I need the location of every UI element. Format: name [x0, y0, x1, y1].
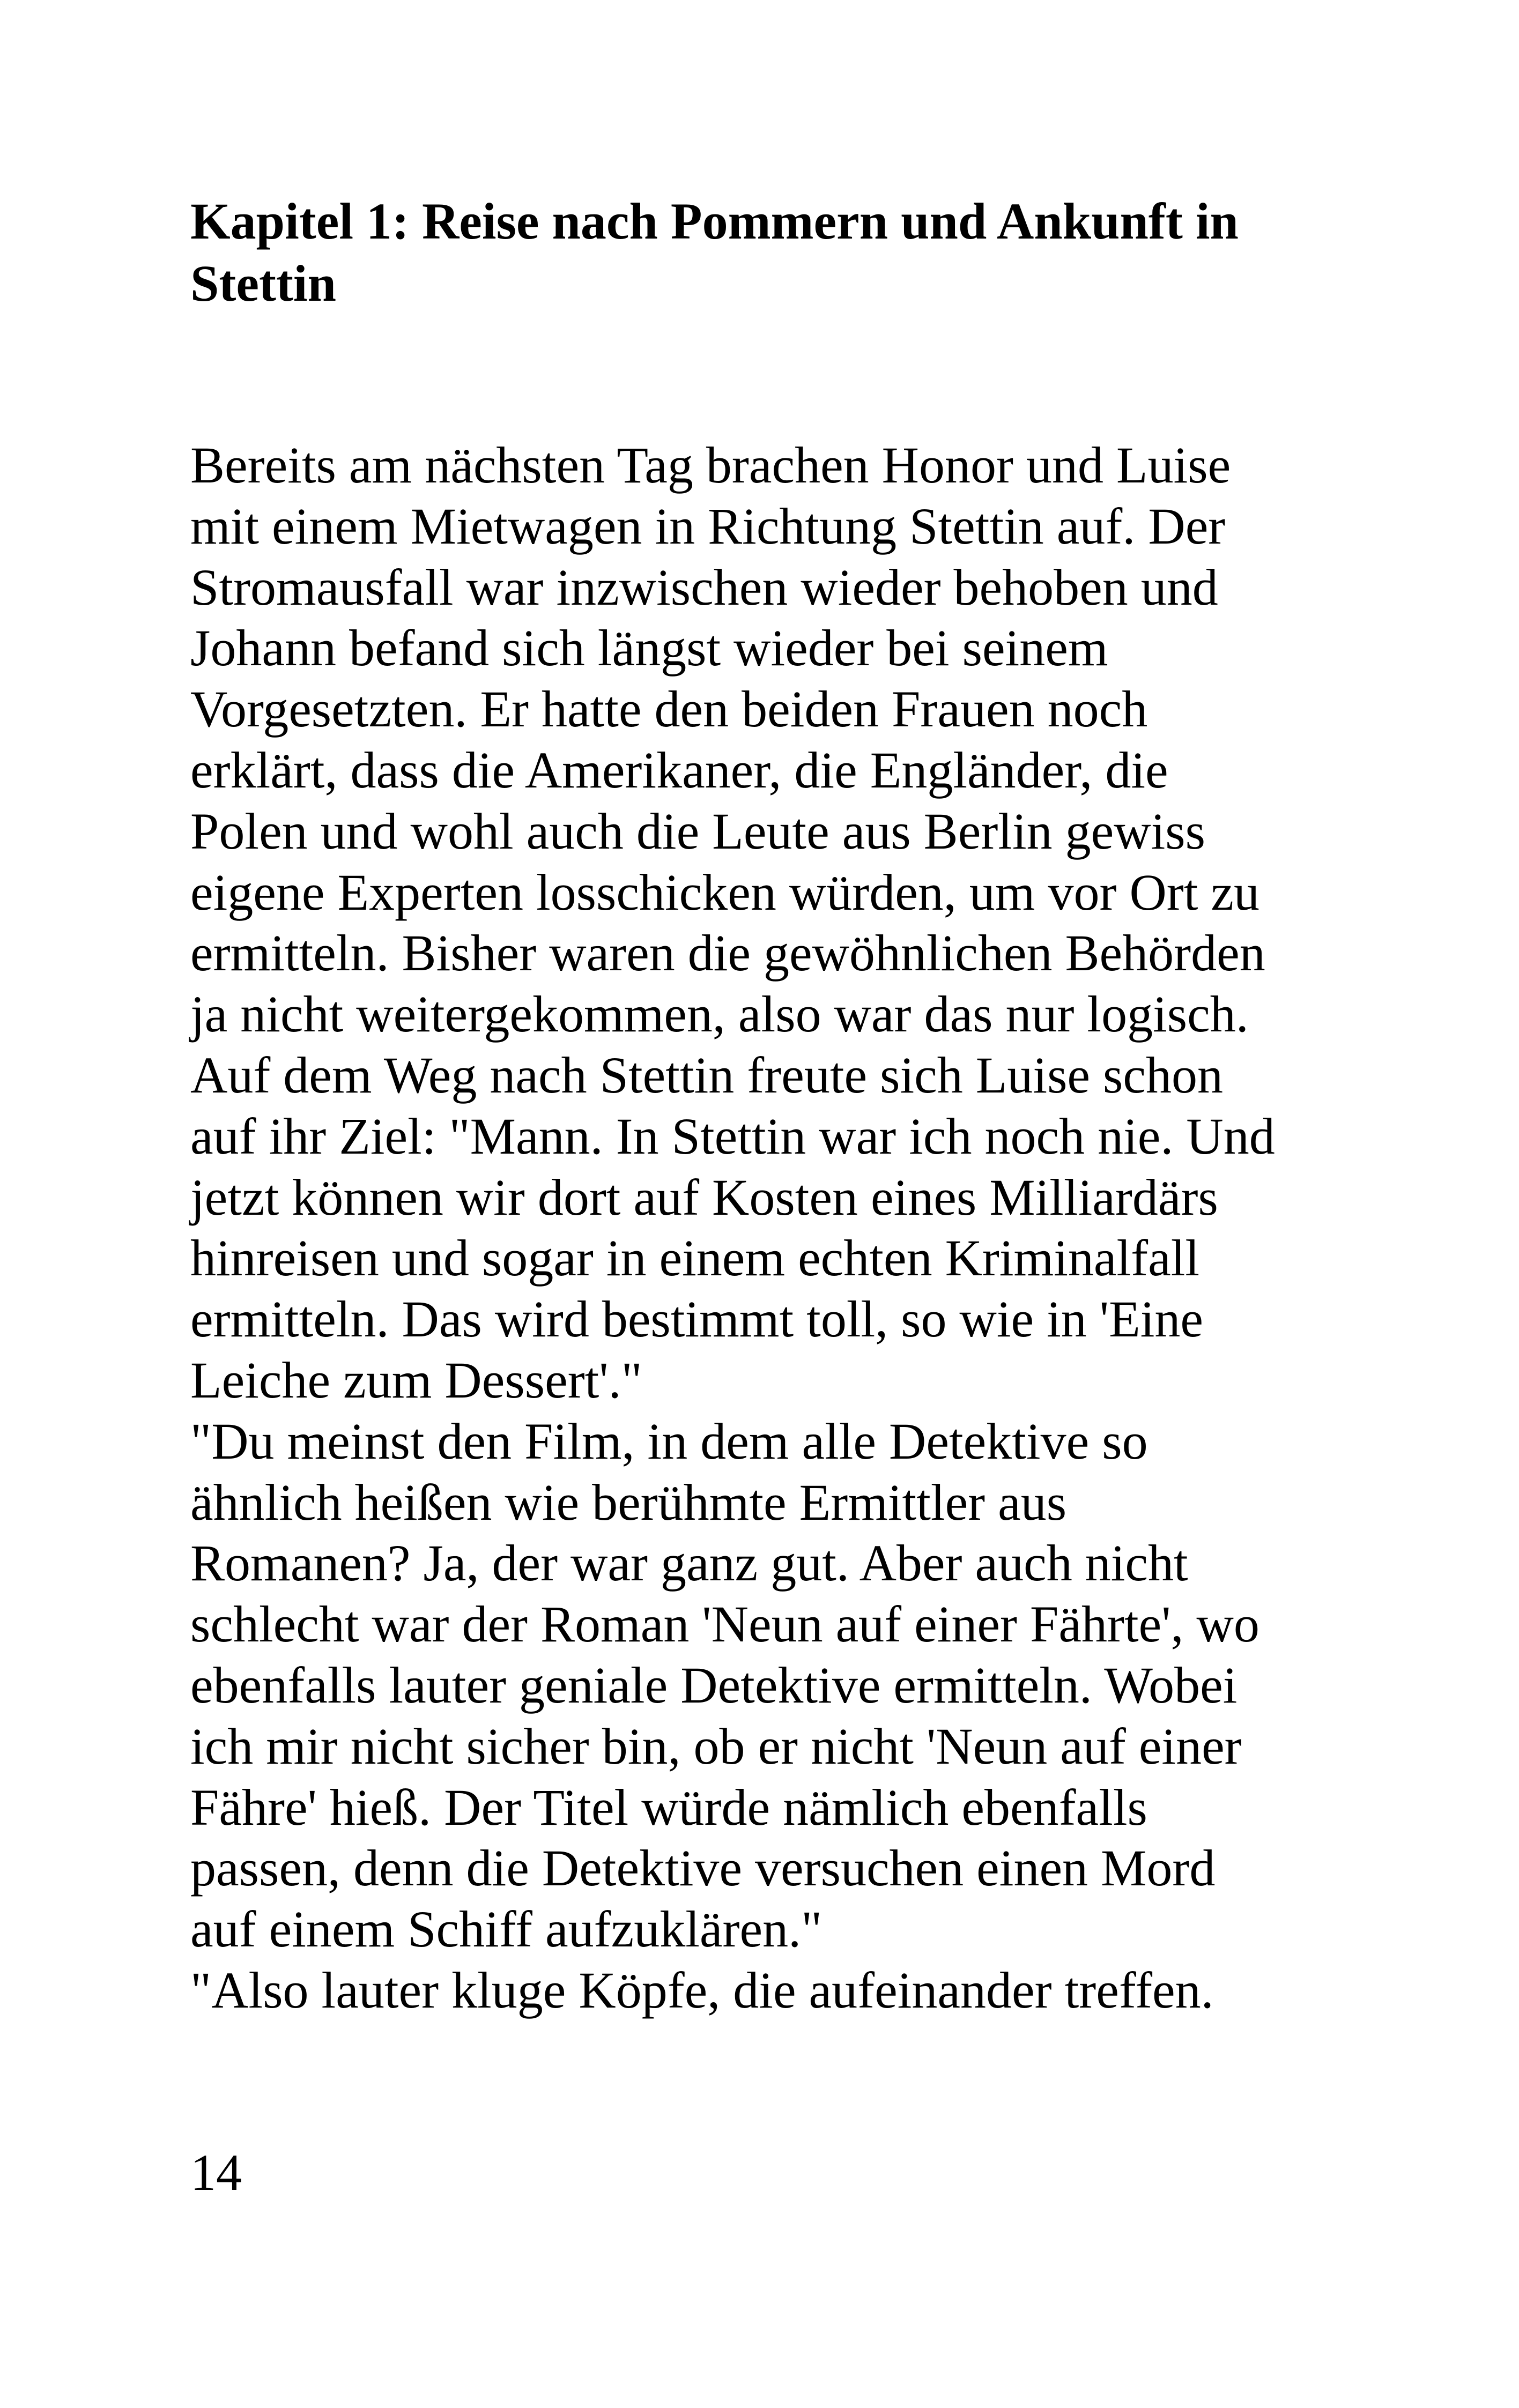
text-line: hinreisen und sogar in einem echten Kriminalfall [190, 1229, 1200, 1287]
chapter-title [190, 190, 1370, 315]
text-line: ebenfalls lauter geniale Detektive ermitteln. Wobei [190, 1656, 1238, 1714]
text-line: eigene Experten losschicken würden, um vor Ort zu [190, 863, 1260, 921]
page-number: 14 [190, 2144, 242, 2201]
text-line: Fähre' hieß. Der Titel würde nämlich ebenfalls [190, 1778, 1147, 1836]
text-line: Polen und wohl auch die Leute aus Berlin gewiss [190, 802, 1205, 860]
text-line: schlecht war der Roman 'Neun auf einer Fährte', wo [190, 1595, 1259, 1653]
text-line: auf ihr Ziel: "Mann. In Stettin war ich noch nie. Und [190, 1107, 1275, 1165]
chapter-title-line: Kapitel 1: Reise nach Pommern und Ankunft in [190, 192, 1239, 250]
text-line: erklärt, dass die Amerikaner, die Engländer, die [190, 741, 1168, 799]
chapter-title-line: Stettin [190, 255, 336, 312]
text-line: passen, denn die Detektive versuchen einen Mord [190, 1839, 1216, 1897]
text-line: ähnlich heißen wie berühmte Ermittler aus [190, 1473, 1067, 1531]
text-line: ja nicht weitergekommen, also war das nur logisch. [190, 985, 1249, 1043]
text-line: Bereits am nächsten Tag brachen Honor und Luise [190, 436, 1231, 494]
text-line: Johann befand sich längst wieder bei seinem [190, 619, 1108, 677]
text-line: mit einem Mietwagen in Richtung Stettin auf. Der [190, 497, 1226, 555]
text-line: ich mir nicht sicher bin, ob er nicht 'Neun auf einer [190, 1717, 1242, 1775]
text-line: "Also lauter kluge Köpfe, die aufeinander treffen. [190, 1961, 1214, 2019]
text-line: Romanen? Ja, der war ganz gut. Aber auch nicht [190, 1534, 1188, 1592]
body-text [190, 435, 1424, 2021]
text-line: "Du meinst den Film, in dem alle Detektive so [190, 1412, 1148, 1470]
text-line: jetzt können wir dort auf Kosten eines Milliardärs [190, 1168, 1218, 1226]
text-line: Leiche zum Dessert'." [190, 1351, 642, 1409]
text-line: auf einem Schiff aufzuklären." [190, 1900, 823, 1958]
text-line: ermitteln. Das wird bestimmt toll, so wie in 'Eine [190, 1290, 1204, 1348]
text-line: ermitteln. Bisher waren die gewöhnlichen Behörden [190, 924, 1265, 982]
text-line: Vorgesetzten. Er hatte den beiden Frauen noch [190, 680, 1148, 738]
text-line: Auf dem Weg nach Stettin freute sich Luise schon [190, 1046, 1223, 1104]
text-line: Stromausfall war inzwischen wieder behoben und [190, 558, 1218, 616]
